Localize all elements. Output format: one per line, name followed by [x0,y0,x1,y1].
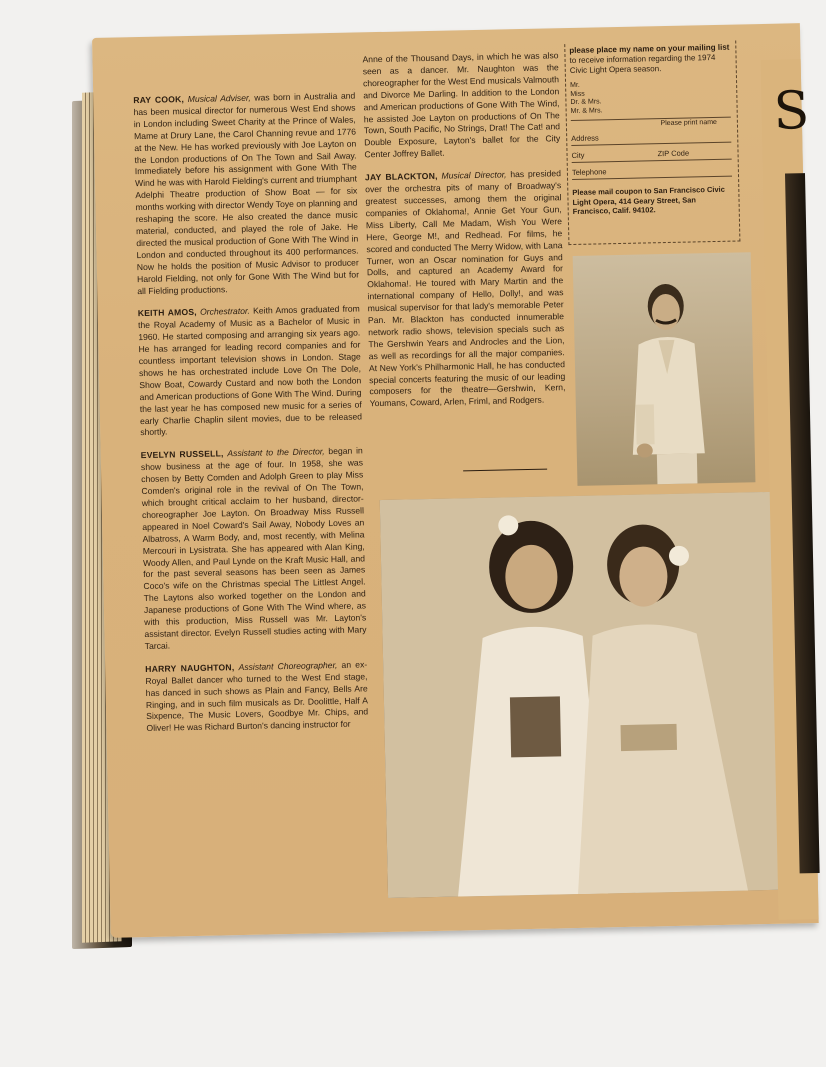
costume-illustration [380,492,792,898]
costume-photo [380,492,792,898]
salutation-option: Mr. & Mrs. [570,106,603,115]
bio-role: Assistant to the Director, [227,446,325,459]
salutation-option: Mr. [570,81,580,89]
bio-text: an ex-Royal Ballet dancer who turned to the West End stage, has danced in such shows as Plain and Fancy, Bells Are Ringing, and in such film musicals as Dr. Doolittle, Half A Sixpence, The Music Lovers, Goodbye Mr. Chips, and Oliver! He was Richard Burton's dancing instructor for [145,659,369,734]
bio-role: Musical Director, [441,169,507,181]
bio-name: EVELYN RUSSELL, [140,448,224,461]
telephone-label: Telephone [571,167,607,177]
bio-name: JAY BLACKTON, [364,170,438,183]
coupon-heading [565,41,736,77]
bio-ray-cook [133,91,359,298]
telephone-line [572,160,732,180]
bio-column-left [133,91,369,747]
bio-name: KEITH AMOS, [137,307,197,319]
address-label: Address [571,133,599,143]
salutation-option: Dr. & Mrs. [570,98,602,106]
portrait-photo [573,252,756,486]
bio-text: Anne of the Thousand Days, in which he was also seen as a dancer. Mr. Naughton was the choreographer for the West End musicals Valmouth and Divorce Me Darling. In addition to the London and American productions of Gone With The Wind, he assisted Joe Layton on productions of On The Town, South Pacific, No Strings, Drat! The Cat! and Double Exposure, Layton's ballet for the City Center Joffrey Ballet. [362,50,561,160]
bio-text: was born in Australia and has been musical director for numerous West End shows in London including Sweet Charity at the Prince of Wales, Mame at Drury Lane, the Carol Channing revue and 1776 at the New. He has worked previously with Joe Layton on the London productions of On The Town and Sail Away. Immediately before his assignment with Gone With The Wind he was with Harold Fielding's current and triumphant Adelphi Theatre production of Show Boat — for six months working with director Wendy Toye on planning and reshaping the score. He also created the dance music material, conducted, and played the role of Jake. He directed the musical production of Gone With The Wind in London and conducted throughout its 400 performances. Now he holds the position of Music Advisor to producer Harold Fielding, not only for Gone With The Wind but for all Fielding productions. [133,90,360,296]
bio-role: Musical Adviser, [187,92,251,105]
bio-harry-naughton [145,659,368,735]
zip-label: ZIP Code [657,148,690,159]
magazine-page [92,23,819,938]
bio-text: has presided over the orchestra pits of many of Broadway's greatest successes, among them the original companies of Oklahoma!, Annie Get Your Gun, Miss Liberty, Call Me Madam, Wish You Were Here, George M!, and Redhead. For films, he scored and conducted The Merry Widow, with Lana Turner, won an Oscar nomination for Guys and Dolls, and captured an Academy Award for Oklahoma!. He toured with Mary Martin and the international company of Hello, Dolly!, and was musical supervisor for that lady's memorable Peter Pan. Mr. Blackton has conducted innumerable network radio shows, television specials such as The Gershwin Years and Androcles and the Lion, as well as recordings for all the major companies. At New York's Philharmonic Hall, he has conducted special concerts featuring the music of our leading composers for the theatre—Gershwin, Kern, Youmans, Coward, Arlen, Friml, and Rodgers. [365,168,566,409]
bio-continued [362,50,560,161]
salutation-option: Miss [570,90,585,98]
city-label: City [571,150,585,160]
mailing-list-coupon [564,41,740,246]
coupon-heading-rest: to receive information regarding the 1974 Civic Light Opera season. [569,52,716,76]
bio-text: began in show business at the age of four. In 1958, she was chosen by Betty Comden and Adolph Green to play Miss Comden's original role in the revival of On The Town, which brought critical acclaim to her husband, director-choreographer Joe Layton. On Broadway Miss Russell appeared in Noel Coward's Sail Away, Nobody Loves an Albatross, A Warm Body, and, most recently, with Melina Mercouri in Lysistrata. She has appeared with Alan King, Woody Allen, and Paul Lynde on the Kraft Music Hall, and for the past several seasons has been seen as James Coco's wife on the Christmas special The Littlest Angel. The Laytons also worked together on the London and Japanese productions of Gone With The Wind where, as with this production, Miss Russell was Mr. Layton's assistant director. Evelyn Russell studies acting with Mary Tarcai. [140,445,367,651]
mail-instructions: Please mail coupon to San Francisco Civic Light Opera, 414 Geary Street, San Francisco, Calif. 94102. [572,184,725,216]
bio-jay-blackton [365,168,566,410]
bio-text: Keith Amos graduated from the Royal Academy of Music as a Bachelor of Music in 1960. He started composing and arranging six years ago. He has arranged for leading record companies and for countless important television shows in London. Stage shows he has orchestrated include Love On The Dole, Show Boat, Cowardy Custard and now both the London and American productions of Gone With The Wind. During the last year he has composed new music for a series of early Charlie Chaplin silent movies, due to be released shortly. [137,303,363,438]
bio-evelyn-russell [141,446,367,653]
portrait-illustration [573,252,756,486]
section-divider [463,469,547,472]
salutation-options [566,73,737,117]
print-name-label: Please print name [660,118,717,128]
coupon-heading-bold: please place my name on your mailing list [569,42,730,56]
bio-role: Orchestrator. [199,306,250,318]
bio-name: HARRY NAUGHTON, [145,661,235,674]
facing-page-heading-letter: S [773,81,810,142]
bio-keith-amos [138,304,363,440]
bio-column-middle [362,50,566,421]
bio-role: Assistant Choreographer, [238,659,338,672]
bio-name: RAY COOK, [133,94,185,106]
